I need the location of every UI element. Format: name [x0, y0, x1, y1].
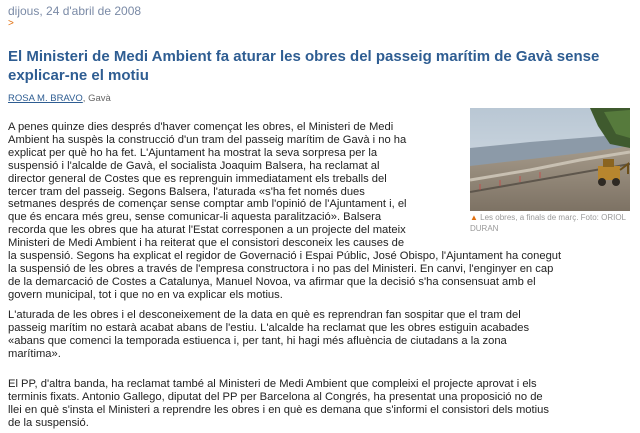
paragraph-line: director general de Costes que es reprenguin immediatament els treballs del — [8, 172, 387, 185]
paragraph-line: setmanes després de començar sense comptar amb l'opinió de l'Ajuntament i, el — [8, 198, 407, 211]
paragraph-line: recorda que les obres que ha aturat l'Estat corresponen a un projecte del mateix — [8, 224, 406, 237]
paragraph-line: de la demarcació de Costes a Catalunya, Manuel Novoa, va afirmar que la decisió s'ha consensuat amb el — [8, 275, 536, 288]
paragraph-line: passeig marítim no estarà acabat abans de l'estiu. L'alcalde ha reclamat que les obres estiguin acabades — [8, 321, 530, 334]
article-paragraph-3 — [8, 378, 636, 430]
paragraph-line: El PP, d'altra banda, ha reclamat també al Ministeri de Medi Ambient que compleixi el projecte aprovat i els — [8, 378, 537, 390]
paragraph-line: «abans que comenci la temporada estiuenca i, per tant, hi hagi més afluència de ciutadans a la zona — [8, 334, 507, 347]
paragraph-line: Ambient ha suspès la construcció d'un tram del passeig marítim de Gavà i no ha — [8, 133, 407, 146]
paragraph-line: la suspensió de les obres a través de l'empresa constructora i no pas del Ministeri. En canvi, l'enginyer en cap — [8, 262, 554, 275]
paragraph-line: llei en què s'insta el Ministeri a reprendre les obres i en què es demana que s'informi el consistori dels motius — [8, 403, 549, 416]
orange-triangle-icon: ▲ — [470, 213, 478, 222]
article-date: dijous, 24 d'abril de 2008 — [8, 4, 142, 18]
article-paragraph-1 — [8, 121, 636, 302]
article-headline: El Ministeri de Medi Ambient fa aturar les obres del passeig marítim de Gavà sense explicar-ne el motiu — [8, 48, 600, 84]
byline-location: , Gavà — [82, 93, 111, 104]
paragraph-line: tercer tram del passeig. Segons Balsera, l'aturada «s'ha fet només dues — [8, 185, 365, 198]
paragraph-line: que és encara més greu, sense comunicar-li aquesta paralització». Balsera — [8, 211, 382, 224]
article-paragraph-2 — [8, 309, 636, 361]
paragraph-line: marítima». — [8, 347, 61, 360]
paragraph-line: la suspensió. Segons ha explicat el regidor de Governació i Espai Públic, José Obispo, l'Ajuntament ha conegut — [8, 250, 562, 263]
paragraph-line: terminis fixats. Antonio Gallego, diputat del PP per Barcelona al Congrés, ha presentat una proposició no de — [8, 390, 543, 403]
paragraph-line: A penes quinze dies després d'haver començat les obres, el Ministeri de Medi — [8, 121, 394, 133]
photo-caption-text: Les obres, a finals de març. Foto: ORIOL DURAN — [470, 213, 626, 233]
paragraph-line: suspensió i l'alcalde de Gavà, el socialista Joaquim Balsera, ha reclamat al — [8, 159, 380, 172]
paragraph-line: explicat per què ho ha fet. L'Ajuntament ha mostrat la seva sorpresa per la — [8, 146, 378, 159]
paragraph-line: de la suspensió. — [8, 416, 89, 429]
orange-arrow-icon: > — [8, 18, 14, 29]
paragraph-line: Ministeri de Medi Ambient i ha reiterat que el consistori desconeix les causes de — [8, 237, 405, 250]
author-link[interactable]: ROSA M. BRAVO — [8, 93, 83, 104]
paragraph-line: govern municipal, tot i que no en va explicar els motius. — [8, 288, 283, 301]
byline — [8, 93, 111, 104]
paragraph-line: L'aturada de les obres i el desconeixement de la data en què es reprendran fan sospitar que el tram del — [8, 309, 521, 321]
